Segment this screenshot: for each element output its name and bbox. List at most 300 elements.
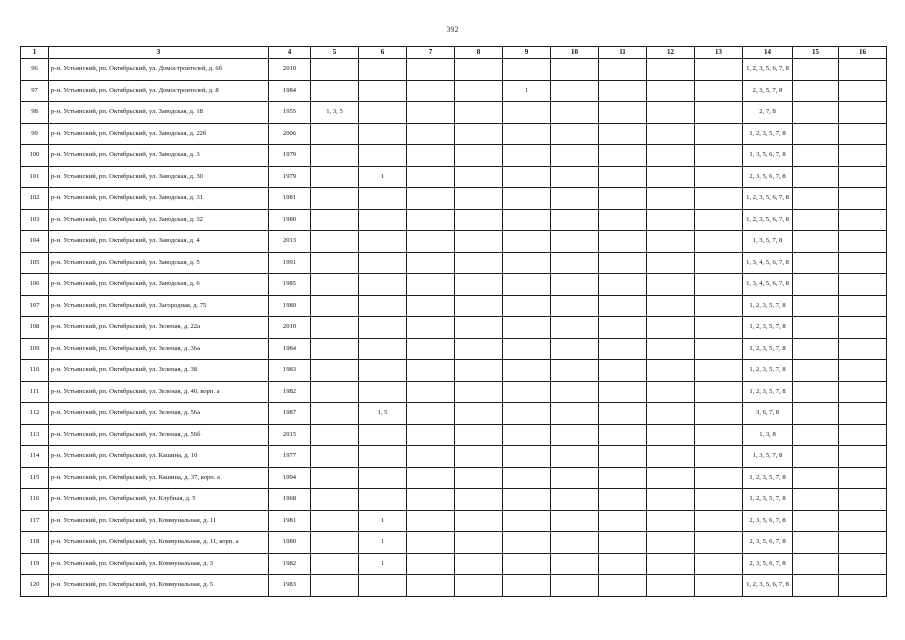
- column-6-cell: [359, 424, 407, 446]
- column-14-cell: 1, 2, 3, 5, 6, 7, 8: [743, 575, 793, 597]
- row-number-cell: 118: [21, 532, 49, 554]
- column-10-cell: [551, 489, 599, 511]
- table-header: [21, 47, 887, 59]
- column-8-cell: [455, 295, 503, 317]
- year-cell: 1980: [269, 532, 311, 554]
- column-12-cell: [647, 231, 695, 253]
- column-15-cell: [793, 102, 839, 124]
- row-number-cell: 100: [21, 145, 49, 167]
- column-12-cell: [647, 295, 695, 317]
- address-cell: р-н. Устьянский, рп. Октябрьский, ул. Клубная, д. 5: [49, 489, 269, 511]
- column-11-cell: [599, 532, 647, 554]
- column-6-cell: 1: [359, 510, 407, 532]
- address-cell: р-н. Устьянский, рп. Октябрьский, ул. Зеленая, д. 22а: [49, 317, 269, 339]
- table-row: [21, 145, 887, 167]
- table-row: [21, 59, 887, 81]
- column-11-cell: [599, 446, 647, 468]
- column-14-cell: 1, 2, 3, 5, 6, 7, 8: [743, 59, 793, 81]
- column-12-cell: [647, 209, 695, 231]
- column-10-cell: [551, 467, 599, 489]
- table-row: [21, 231, 887, 253]
- column-12-cell: [647, 381, 695, 403]
- column-8-cell: [455, 467, 503, 489]
- column-16-cell: [839, 532, 887, 554]
- column-13-cell: [695, 489, 743, 511]
- year-cell: 1979: [269, 166, 311, 188]
- year-cell: 2015: [269, 424, 311, 446]
- column-5-cell: [311, 274, 359, 296]
- column-9-cell: [503, 166, 551, 188]
- column-6-cell: [359, 59, 407, 81]
- column-11-cell: [599, 252, 647, 274]
- column-10-cell: [551, 575, 599, 597]
- column-15-cell: [793, 59, 839, 81]
- year-cell: 1981: [269, 510, 311, 532]
- column-6-cell: [359, 145, 407, 167]
- column-7-cell: [407, 80, 455, 102]
- column-7-cell: [407, 209, 455, 231]
- column-7-cell: [407, 123, 455, 145]
- address-cell: р-н. Устьянский, рп. Октябрьский, ул. Заводская, д. 6: [49, 274, 269, 296]
- column-16-cell: [839, 166, 887, 188]
- column-5-cell: [311, 381, 359, 403]
- column-header: 15: [793, 47, 839, 59]
- column-8-cell: [455, 360, 503, 382]
- column-11-cell: [599, 467, 647, 489]
- column-13-cell: [695, 467, 743, 489]
- column-14-cell: 1, 3, 8: [743, 424, 793, 446]
- column-14-cell: 1, 3, 4, 5, 6, 7, 8: [743, 252, 793, 274]
- column-7-cell: [407, 510, 455, 532]
- column-14-cell: 1, 3, 5, 7, 8: [743, 231, 793, 253]
- column-14-cell: 1, 2, 3, 5, 7, 8: [743, 381, 793, 403]
- column-6-cell: [359, 209, 407, 231]
- column-10-cell: [551, 295, 599, 317]
- column-9-cell: [503, 145, 551, 167]
- column-16-cell: [839, 553, 887, 575]
- year-cell: 1984: [269, 338, 311, 360]
- row-number-cell: 110: [21, 360, 49, 382]
- column-9-cell: [503, 403, 551, 425]
- column-5-cell: [311, 532, 359, 554]
- column-12-cell: [647, 59, 695, 81]
- column-15-cell: [793, 446, 839, 468]
- column-15-cell: [793, 231, 839, 253]
- column-12-cell: [647, 510, 695, 532]
- column-9-cell: [503, 102, 551, 124]
- column-9-cell: [503, 381, 551, 403]
- column-11-cell: [599, 360, 647, 382]
- column-11-cell: [599, 317, 647, 339]
- column-7-cell: [407, 467, 455, 489]
- column-9-cell: [503, 489, 551, 511]
- column-15-cell: [793, 575, 839, 597]
- column-9-cell: [503, 510, 551, 532]
- column-10-cell: [551, 381, 599, 403]
- column-8-cell: [455, 381, 503, 403]
- address-cell: р-н. Устьянский, рп. Октябрьский, ул. Заводская, д. 32: [49, 209, 269, 231]
- column-7-cell: [407, 575, 455, 597]
- column-11-cell: [599, 123, 647, 145]
- column-14-cell: 1, 2, 3, 5, 7, 8: [743, 489, 793, 511]
- address-cell: р-н. Устьянский, рп. Октябрьский, ул. Заводская, д. 4: [49, 231, 269, 253]
- column-11-cell: [599, 338, 647, 360]
- column-16-cell: [839, 575, 887, 597]
- column-14-cell: 1, 2, 3, 5, 7, 8: [743, 467, 793, 489]
- column-6-cell: [359, 80, 407, 102]
- column-13-cell: [695, 446, 743, 468]
- column-header: 8: [455, 47, 503, 59]
- column-10-cell: [551, 80, 599, 102]
- table-row: [21, 338, 887, 360]
- row-number-cell: 104: [21, 231, 49, 253]
- column-11-cell: [599, 231, 647, 253]
- column-9-cell: [503, 553, 551, 575]
- row-number-cell: 107: [21, 295, 49, 317]
- column-header: 1: [21, 47, 49, 59]
- column-13-cell: [695, 274, 743, 296]
- column-13-cell: [695, 360, 743, 382]
- year-cell: 1991: [269, 252, 311, 274]
- column-7-cell: [407, 381, 455, 403]
- column-14-cell: 2, 3, 5, 7, 8: [743, 80, 793, 102]
- column-7-cell: [407, 424, 455, 446]
- column-9-cell: [503, 467, 551, 489]
- column-14-cell: 2, 3, 5, 6, 7, 8: [743, 532, 793, 554]
- column-11-cell: [599, 188, 647, 210]
- column-15-cell: [793, 424, 839, 446]
- table-row: [21, 360, 887, 382]
- year-cell: 1982: [269, 381, 311, 403]
- address-cell: р-н. Устьянский, рп. Октябрьский, ул. Коммунальная, д. 11, корп. а: [49, 532, 269, 554]
- column-12-cell: [647, 145, 695, 167]
- column-11-cell: [599, 381, 647, 403]
- year-cell: 1982: [269, 553, 311, 575]
- column-7-cell: [407, 231, 455, 253]
- column-13-cell: [695, 102, 743, 124]
- column-14-cell: 3, 6, 7, 8: [743, 403, 793, 425]
- column-13-cell: [695, 532, 743, 554]
- year-cell: 1983: [269, 575, 311, 597]
- column-5-cell: 1, 3, 5: [311, 102, 359, 124]
- column-header: 10: [551, 47, 599, 59]
- row-number-cell: 113: [21, 424, 49, 446]
- column-16-cell: [839, 102, 887, 124]
- column-9-cell: [503, 532, 551, 554]
- column-11-cell: [599, 510, 647, 532]
- column-8-cell: [455, 575, 503, 597]
- column-5-cell: [311, 424, 359, 446]
- column-15-cell: [793, 295, 839, 317]
- column-11-cell: [599, 166, 647, 188]
- column-14-cell: 1, 2, 3, 5, 6, 7, 8: [743, 188, 793, 210]
- year-cell: 1983: [269, 360, 311, 382]
- column-10-cell: [551, 59, 599, 81]
- column-8-cell: [455, 403, 503, 425]
- address-cell: р-н. Устьянский, рп. Октябрьский, ул. Заводская, д. 22б: [49, 123, 269, 145]
- column-7-cell: [407, 317, 455, 339]
- column-15-cell: [793, 209, 839, 231]
- column-7-cell: [407, 489, 455, 511]
- column-16-cell: [839, 145, 887, 167]
- column-9-cell: [503, 360, 551, 382]
- column-5-cell: [311, 489, 359, 511]
- row-number-cell: 108: [21, 317, 49, 339]
- column-header: 11: [599, 47, 647, 59]
- column-8-cell: [455, 59, 503, 81]
- column-5-cell: [311, 231, 359, 253]
- row-number-cell: 105: [21, 252, 49, 274]
- year-cell: 1994: [269, 467, 311, 489]
- column-9-cell: [503, 295, 551, 317]
- column-header: 16: [839, 47, 887, 59]
- column-10-cell: [551, 145, 599, 167]
- column-13-cell: [695, 252, 743, 274]
- year-cell: 1968: [269, 489, 311, 511]
- column-13-cell: [695, 80, 743, 102]
- column-11-cell: [599, 489, 647, 511]
- table-row: [21, 403, 887, 425]
- column-11-cell: [599, 59, 647, 81]
- table-row: [21, 553, 887, 575]
- column-7-cell: [407, 166, 455, 188]
- row-number-cell: 115: [21, 467, 49, 489]
- row-number-cell: 109: [21, 338, 49, 360]
- column-10-cell: [551, 424, 599, 446]
- column-9-cell: [503, 252, 551, 274]
- column-10-cell: [551, 102, 599, 124]
- column-8-cell: [455, 145, 503, 167]
- column-10-cell: [551, 123, 599, 145]
- column-8-cell: [455, 338, 503, 360]
- address-cell: р-н. Устьянский, рп. Октябрьский, ул. Заводская, д. 31: [49, 188, 269, 210]
- column-10-cell: [551, 510, 599, 532]
- column-14-cell: 1, 3, 5, 6, 7, 8: [743, 145, 793, 167]
- column-8-cell: [455, 532, 503, 554]
- table-row: [21, 532, 887, 554]
- column-13-cell: [695, 575, 743, 597]
- year-cell: 1984: [269, 80, 311, 102]
- column-5-cell: [311, 317, 359, 339]
- column-5-cell: [311, 295, 359, 317]
- column-6-cell: [359, 381, 407, 403]
- column-11-cell: [599, 424, 647, 446]
- column-8-cell: [455, 166, 503, 188]
- table-row: [21, 575, 887, 597]
- column-11-cell: [599, 295, 647, 317]
- column-10-cell: [551, 209, 599, 231]
- column-10-cell: [551, 166, 599, 188]
- page-number: 392: [446, 25, 459, 34]
- column-5-cell: [311, 446, 359, 468]
- table-row: [21, 510, 887, 532]
- column-8-cell: [455, 510, 503, 532]
- column-8-cell: [455, 231, 503, 253]
- column-11-cell: [599, 575, 647, 597]
- column-10-cell: [551, 532, 599, 554]
- column-14-cell: 1, 2, 3, 5, 7, 8: [743, 338, 793, 360]
- column-14-cell: 1, 2, 3, 5, 7, 8: [743, 123, 793, 145]
- column-7-cell: [407, 553, 455, 575]
- column-14-cell: 1, 2, 3, 5, 7, 8: [743, 317, 793, 339]
- year-cell: 1977: [269, 446, 311, 468]
- column-header: 3: [49, 47, 269, 59]
- row-number-cell: 117: [21, 510, 49, 532]
- address-cell: р-н. Устьянский, рп. Октябрьский, ул. Заводская, д. 30: [49, 166, 269, 188]
- column-6-cell: [359, 317, 407, 339]
- column-header: 12: [647, 47, 695, 59]
- row-number-cell: 96: [21, 59, 49, 81]
- column-10-cell: [551, 274, 599, 296]
- column-11-cell: [599, 145, 647, 167]
- address-cell: р-н. Устьянский, рп. Октябрьский, ул. Коммунальная, д. 3: [49, 553, 269, 575]
- year-cell: 1987: [269, 403, 311, 425]
- column-13-cell: [695, 403, 743, 425]
- column-8-cell: [455, 553, 503, 575]
- column-5-cell: [311, 510, 359, 532]
- column-11-cell: [599, 403, 647, 425]
- column-9-cell: [503, 231, 551, 253]
- column-15-cell: [793, 188, 839, 210]
- address-cell: р-н. Устьянский, рп. Октябрьский, ул. Кашина, д. 37, корп. а: [49, 467, 269, 489]
- column-16-cell: [839, 403, 887, 425]
- address-cell: р-н. Устьянский, рп. Октябрьский, ул. Заводская, д. 5: [49, 252, 269, 274]
- column-6-cell: [359, 489, 407, 511]
- column-7-cell: [407, 338, 455, 360]
- column-12-cell: [647, 424, 695, 446]
- column-12-cell: [647, 467, 695, 489]
- year-cell: 1980: [269, 209, 311, 231]
- column-11-cell: [599, 274, 647, 296]
- column-13-cell: [695, 123, 743, 145]
- table-row: [21, 80, 887, 102]
- column-12-cell: [647, 532, 695, 554]
- column-16-cell: [839, 381, 887, 403]
- address-cell: р-н. Устьянский, рп. Октябрьский, ул. Зеленая, д. 40, корп. а: [49, 381, 269, 403]
- column-7-cell: [407, 295, 455, 317]
- column-10-cell: [551, 338, 599, 360]
- column-8-cell: [455, 424, 503, 446]
- column-14-cell: 1, 2, 3, 5, 7, 8: [743, 360, 793, 382]
- row-number-cell: 114: [21, 446, 49, 468]
- column-14-cell: 2, 7, 8: [743, 102, 793, 124]
- row-number-cell: 120: [21, 575, 49, 597]
- column-header: 4: [269, 47, 311, 59]
- row-number-cell: 102: [21, 188, 49, 210]
- column-7-cell: [407, 252, 455, 274]
- column-header: 5: [311, 47, 359, 59]
- column-16-cell: [839, 295, 887, 317]
- column-6-cell: [359, 446, 407, 468]
- column-12-cell: [647, 274, 695, 296]
- column-6-cell: [359, 338, 407, 360]
- address-cell: р-н. Устьянский, рп. Октябрьский, ул. Загородная, д. 75: [49, 295, 269, 317]
- column-12-cell: [647, 252, 695, 274]
- table-row: [21, 166, 887, 188]
- column-7-cell: [407, 446, 455, 468]
- column-12-cell: [647, 446, 695, 468]
- column-6-cell: [359, 231, 407, 253]
- register-table: [20, 46, 887, 597]
- column-12-cell: [647, 553, 695, 575]
- column-7-cell: [407, 274, 455, 296]
- column-5-cell: [311, 145, 359, 167]
- column-6-cell: 1: [359, 553, 407, 575]
- column-13-cell: [695, 145, 743, 167]
- column-12-cell: [647, 575, 695, 597]
- column-12-cell: [647, 80, 695, 102]
- address-cell: р-н. Устьянский, рп. Октябрьский, ул. Заводская, д. 18: [49, 102, 269, 124]
- column-8-cell: [455, 123, 503, 145]
- column-5-cell: [311, 360, 359, 382]
- column-6-cell: [359, 274, 407, 296]
- address-cell: р-н. Устьянский, рп. Октябрьский, ул. Зеленая, д. 38: [49, 360, 269, 382]
- column-10-cell: [551, 553, 599, 575]
- column-5-cell: [311, 59, 359, 81]
- column-5-cell: [311, 553, 359, 575]
- header-row: [21, 47, 887, 59]
- column-13-cell: [695, 338, 743, 360]
- row-number-cell: 106: [21, 274, 49, 296]
- column-9-cell: [503, 209, 551, 231]
- column-15-cell: [793, 252, 839, 274]
- address-cell: р-н. Устьянский, рп. Октябрьский, ул. Домостроителей, д. 8: [49, 80, 269, 102]
- table-row: [21, 489, 887, 511]
- column-9-cell: [503, 446, 551, 468]
- address-cell: р-н. Устьянский, рп. Октябрьский, ул. Заводская, д. 3: [49, 145, 269, 167]
- column-header: 9: [503, 47, 551, 59]
- column-6-cell: [359, 467, 407, 489]
- column-13-cell: [695, 424, 743, 446]
- column-16-cell: [839, 274, 887, 296]
- column-16-cell: [839, 446, 887, 468]
- column-10-cell: [551, 188, 599, 210]
- column-8-cell: [455, 80, 503, 102]
- column-16-cell: [839, 489, 887, 511]
- column-5-cell: [311, 188, 359, 210]
- column-8-cell: [455, 446, 503, 468]
- column-15-cell: [793, 553, 839, 575]
- column-13-cell: [695, 188, 743, 210]
- column-6-cell: [359, 575, 407, 597]
- table-row: [21, 274, 887, 296]
- table-row: [21, 188, 887, 210]
- column-7-cell: [407, 403, 455, 425]
- column-12-cell: [647, 102, 695, 124]
- column-15-cell: [793, 338, 839, 360]
- column-10-cell: [551, 317, 599, 339]
- column-5-cell: [311, 209, 359, 231]
- address-cell: р-н. Устьянский, рп. Октябрьский, ул. Коммунальная, д. 11: [49, 510, 269, 532]
- column-5-cell: [311, 467, 359, 489]
- column-16-cell: [839, 424, 887, 446]
- table-row: [21, 295, 887, 317]
- column-5-cell: [311, 403, 359, 425]
- column-15-cell: [793, 317, 839, 339]
- year-cell: 1980: [269, 295, 311, 317]
- column-7-cell: [407, 532, 455, 554]
- column-11-cell: [599, 553, 647, 575]
- column-13-cell: [695, 59, 743, 81]
- column-6-cell: [359, 295, 407, 317]
- column-9-cell: [503, 123, 551, 145]
- column-12-cell: [647, 360, 695, 382]
- year-cell: 1985: [269, 274, 311, 296]
- table-row: [21, 467, 887, 489]
- column-11-cell: [599, 80, 647, 102]
- column-16-cell: [839, 360, 887, 382]
- column-9-cell: [503, 317, 551, 339]
